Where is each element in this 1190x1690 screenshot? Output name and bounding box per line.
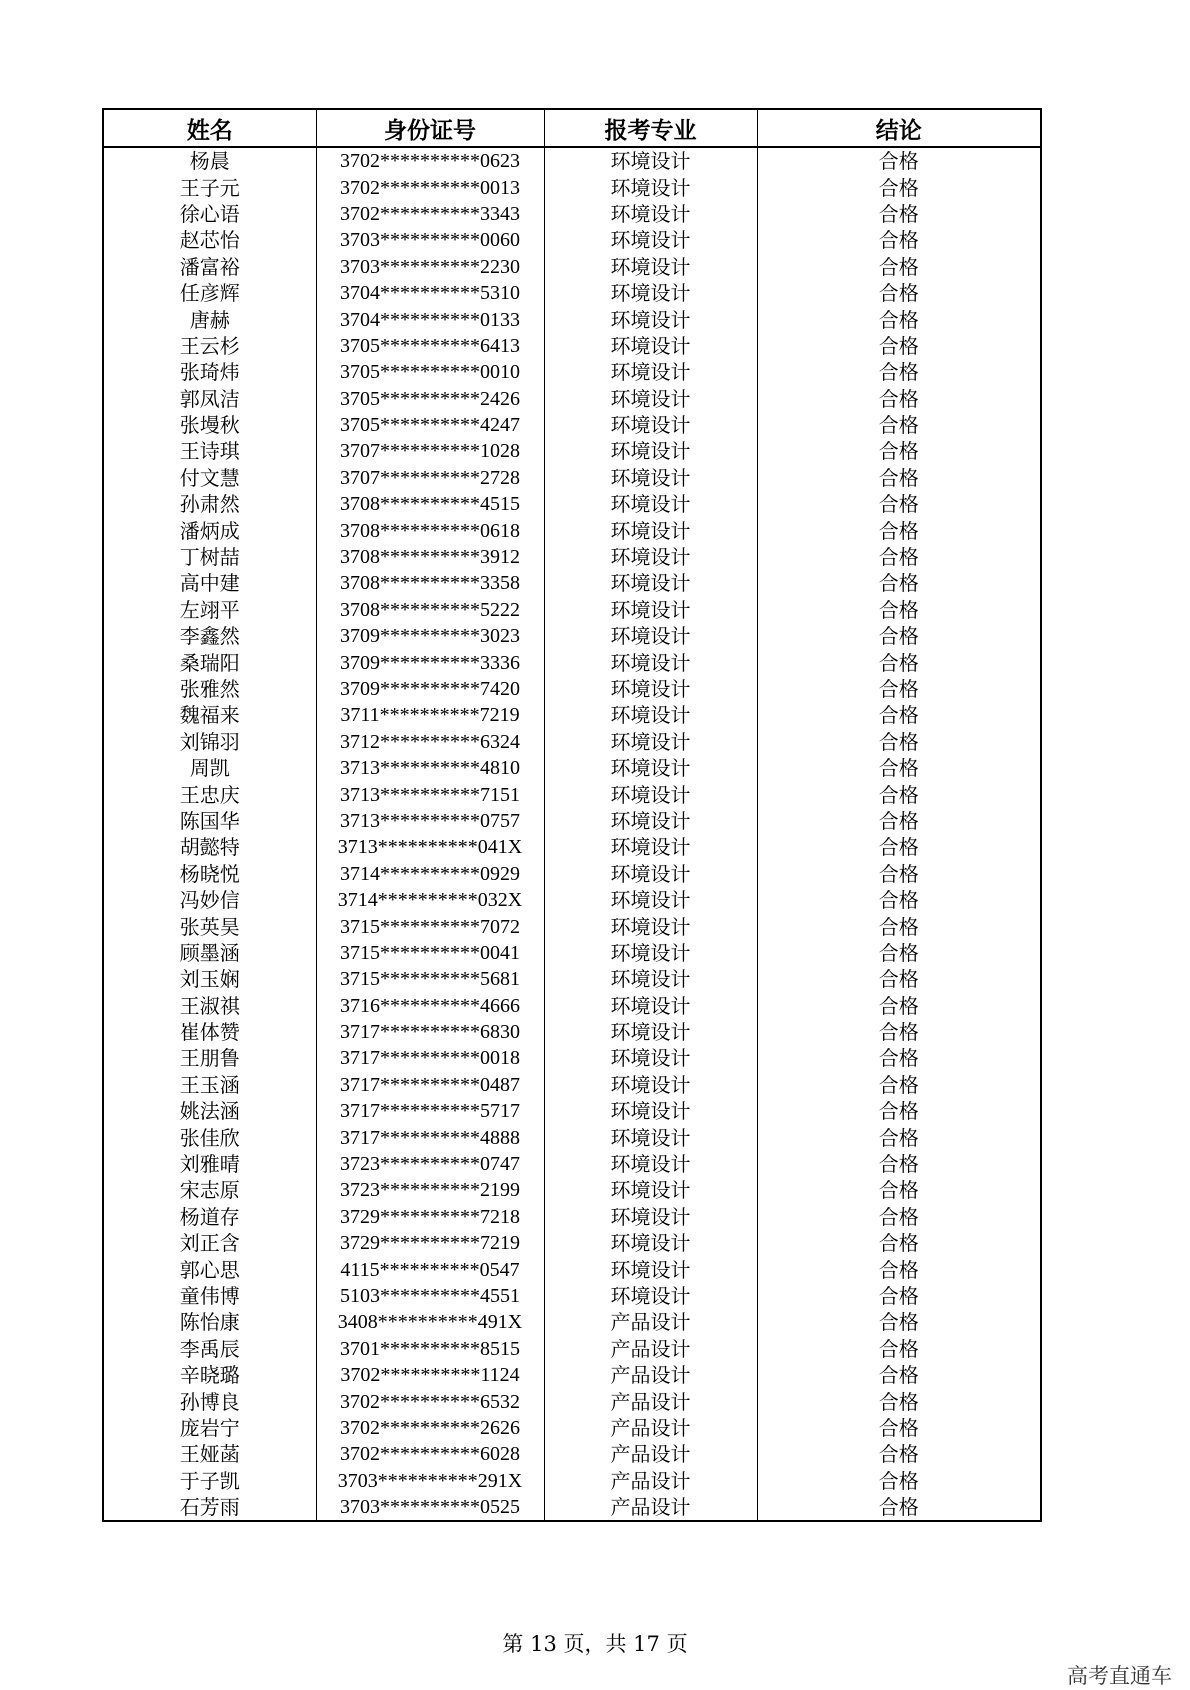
cell-result: 合格	[757, 1256, 1041, 1282]
cell-id-number: 3713**********0757	[316, 808, 544, 834]
table-row	[103, 808, 1041, 834]
cell-id-number: 3723**********2199	[316, 1177, 544, 1203]
cell-id-number: 3709**********3336	[316, 649, 544, 675]
cell-id-number: 3702**********1124	[316, 1362, 544, 1388]
cell-name: 冯妙信	[103, 887, 316, 913]
cell-result: 合格	[757, 227, 1041, 253]
table-row	[103, 1045, 1041, 1071]
cell-major: 产品设计	[544, 1468, 757, 1494]
table-row	[103, 702, 1041, 728]
cell-major: 环境设计	[544, 993, 757, 1019]
cell-major: 环境设计	[544, 1151, 757, 1177]
cell-result: 合格	[757, 544, 1041, 570]
table-row	[103, 649, 1041, 675]
cell-name: 于子凯	[103, 1468, 316, 1494]
cell-major: 环境设计	[544, 676, 757, 702]
cell-major: 环境设计	[544, 887, 757, 913]
table-row	[103, 147, 1041, 174]
table-row	[103, 1177, 1041, 1203]
cell-name: 任彦辉	[103, 280, 316, 306]
table-row	[103, 861, 1041, 887]
table-row	[103, 570, 1041, 596]
cell-name: 郭凤洁	[103, 386, 316, 412]
table-row	[103, 1309, 1041, 1335]
cell-result: 合格	[757, 1072, 1041, 1098]
cell-major: 环境设计	[544, 201, 757, 227]
cell-name: 孙博良	[103, 1388, 316, 1414]
table-row	[103, 254, 1041, 280]
cell-name: 付文慧	[103, 465, 316, 491]
table-row	[103, 755, 1041, 781]
cell-major: 环境设计	[544, 438, 757, 464]
table-row	[103, 1072, 1041, 1098]
cell-result: 合格	[757, 755, 1041, 781]
table-row	[103, 465, 1041, 491]
cell-major: 环境设计	[544, 1045, 757, 1071]
cell-result: 合格	[757, 280, 1041, 306]
cell-id-number: 3708**********3358	[316, 570, 544, 596]
table-row	[103, 1098, 1041, 1124]
cell-id-number: 3708**********3912	[316, 544, 544, 570]
table-row	[103, 597, 1041, 623]
cell-result: 合格	[757, 1019, 1041, 1045]
cell-result: 合格	[757, 147, 1041, 174]
cell-major: 产品设计	[544, 1415, 757, 1441]
cell-name: 魏福来	[103, 702, 316, 728]
cell-id-number: 3729**********7219	[316, 1230, 544, 1256]
cell-result: 合格	[757, 966, 1041, 992]
cell-id-number: 3717**********0018	[316, 1045, 544, 1071]
cell-name: 王子元	[103, 174, 316, 200]
cell-result: 合格	[757, 729, 1041, 755]
cell-result: 合格	[757, 1415, 1041, 1441]
cell-name: 刘正含	[103, 1230, 316, 1256]
cell-major: 产品设计	[544, 1388, 757, 1414]
cell-name: 辛晓璐	[103, 1362, 316, 1388]
table-row	[103, 544, 1041, 570]
cell-result: 合格	[757, 676, 1041, 702]
cell-name: 童伟博	[103, 1283, 316, 1309]
table-row	[103, 517, 1041, 543]
cell-result: 合格	[757, 1177, 1041, 1203]
cell-name: 王忠庆	[103, 781, 316, 807]
cell-id-number: 3408**********491X	[316, 1309, 544, 1335]
cell-major: 环境设计	[544, 544, 757, 570]
header-name: 姓名	[103, 109, 316, 147]
cell-id-number: 3703**********0060	[316, 227, 544, 253]
cell-major: 环境设计	[544, 1098, 757, 1124]
cell-result: 合格	[757, 1230, 1041, 1256]
cell-major: 环境设计	[544, 966, 757, 992]
cell-name: 陈怡康	[103, 1309, 316, 1335]
cell-major: 环境设计	[544, 306, 757, 332]
cell-result: 合格	[757, 1098, 1041, 1124]
cell-result: 合格	[757, 201, 1041, 227]
cell-id-number: 3705**********6413	[316, 333, 544, 359]
cell-result: 合格	[757, 438, 1041, 464]
cell-id-number: 3717**********6830	[316, 1019, 544, 1045]
cell-id-number: 3729**********7218	[316, 1204, 544, 1230]
cell-id-number: 3705**********0010	[316, 359, 544, 385]
table-row	[103, 1441, 1041, 1467]
cell-major: 环境设计	[544, 333, 757, 359]
cell-result: 合格	[757, 649, 1041, 675]
cell-result: 合格	[757, 254, 1041, 280]
cell-name: 王朋鲁	[103, 1045, 316, 1071]
cell-id-number: 3713**********041X	[316, 834, 544, 860]
cell-id-number: 3705**********2426	[316, 386, 544, 412]
cell-result: 合格	[757, 1494, 1041, 1521]
cell-result: 合格	[757, 1151, 1041, 1177]
cell-name: 姚法涵	[103, 1098, 316, 1124]
cell-major: 环境设计	[544, 702, 757, 728]
cell-name: 郭心思	[103, 1256, 316, 1282]
table-row	[103, 1019, 1041, 1045]
cell-name: 张雅然	[103, 676, 316, 702]
cell-result: 合格	[757, 913, 1041, 939]
table-row	[103, 1336, 1041, 1362]
cell-name: 孙肃然	[103, 491, 316, 517]
cell-name: 张英昊	[103, 913, 316, 939]
cell-result: 合格	[757, 861, 1041, 887]
cell-id-number: 3703**********2230	[316, 254, 544, 280]
table-row	[103, 834, 1041, 860]
cell-name: 杨晨	[103, 147, 316, 174]
header-result: 结论	[757, 109, 1041, 147]
table-row	[103, 306, 1041, 332]
cell-major: 环境设计	[544, 1230, 757, 1256]
cell-major: 环境设计	[544, 861, 757, 887]
table-row	[103, 993, 1041, 1019]
table-row	[103, 412, 1041, 438]
cell-id-number: 3715**********7072	[316, 913, 544, 939]
cell-name: 顾墨涵	[103, 940, 316, 966]
table-row	[103, 913, 1041, 939]
cell-major: 环境设计	[544, 1072, 757, 1098]
cell-major: 环境设计	[544, 1283, 757, 1309]
cell-id-number: 3714**********032X	[316, 887, 544, 913]
table-row	[103, 359, 1041, 385]
cell-major: 环境设计	[544, 729, 757, 755]
cell-major: 环境设计	[544, 227, 757, 253]
table-row	[103, 1415, 1041, 1441]
table-row	[103, 781, 1041, 807]
cell-id-number: 3708**********4515	[316, 491, 544, 517]
table-row	[103, 174, 1041, 200]
table-row	[103, 386, 1041, 412]
cell-major: 环境设计	[544, 386, 757, 412]
cell-id-number: 3702**********0623	[316, 147, 544, 174]
cell-major: 环境设计	[544, 1204, 757, 1230]
watermark: 高考直通车	[1067, 1664, 1172, 1688]
table-row	[103, 1362, 1041, 1388]
cell-id-number: 3717**********5717	[316, 1098, 544, 1124]
cell-major: 产品设计	[544, 1494, 757, 1521]
cell-major: 环境设计	[544, 649, 757, 675]
cell-id-number: 3707**********1028	[316, 438, 544, 464]
cell-id-number: 3704**********5310	[316, 280, 544, 306]
cell-name: 王娅菡	[103, 1441, 316, 1467]
cell-result: 合格	[757, 412, 1041, 438]
cell-result: 合格	[757, 993, 1041, 1019]
cell-id-number: 3708**********0618	[316, 517, 544, 543]
table-row	[103, 940, 1041, 966]
cell-name: 潘富裕	[103, 254, 316, 280]
table-row	[103, 201, 1041, 227]
cell-major: 环境设计	[544, 781, 757, 807]
cell-major: 环境设计	[544, 1256, 757, 1282]
cell-result: 合格	[757, 597, 1041, 623]
cell-name: 崔体赞	[103, 1019, 316, 1045]
cell-result: 合格	[757, 1283, 1041, 1309]
cell-id-number: 3715**********5681	[316, 966, 544, 992]
cell-result: 合格	[757, 386, 1041, 412]
cell-result: 合格	[757, 1441, 1041, 1467]
cell-result: 合格	[757, 834, 1041, 860]
cell-id-number: 3723**********0747	[316, 1151, 544, 1177]
cell-name: 杨晓悦	[103, 861, 316, 887]
cell-id-number: 3714**********0929	[316, 861, 544, 887]
cell-name: 王诗琪	[103, 438, 316, 464]
table-row	[103, 887, 1041, 913]
cell-major: 环境设计	[544, 465, 757, 491]
cell-major: 产品设计	[544, 1309, 757, 1335]
cell-id-number: 3704**********0133	[316, 306, 544, 332]
cell-name: 赵芯怡	[103, 227, 316, 253]
cell-result: 合格	[757, 1204, 1041, 1230]
cell-id-number: 3715**********0041	[316, 940, 544, 966]
cell-major: 环境设计	[544, 517, 757, 543]
cell-id-number: 3702**********6532	[316, 1388, 544, 1414]
table-row	[103, 729, 1041, 755]
cell-major: 环境设计	[544, 913, 757, 939]
cell-result: 合格	[757, 702, 1041, 728]
header-row	[103, 109, 1041, 147]
cell-name: 桑瑞阳	[103, 649, 316, 675]
cell-name: 周凯	[103, 755, 316, 781]
cell-result: 合格	[757, 808, 1041, 834]
cell-id-number: 3708**********5222	[316, 597, 544, 623]
cell-result: 合格	[757, 623, 1041, 649]
cell-name: 刘雅晴	[103, 1151, 316, 1177]
cell-id-number: 3702**********6028	[316, 1441, 544, 1467]
cell-major: 环境设计	[544, 280, 757, 306]
cell-result: 合格	[757, 333, 1041, 359]
cell-name: 陈国华	[103, 808, 316, 834]
cell-major: 环境设计	[544, 755, 757, 781]
page-number: 第 13 页，共 17 页	[502, 1632, 688, 1656]
cell-id-number: 3711**********7219	[316, 702, 544, 728]
table-row	[103, 966, 1041, 992]
cell-result: 合格	[757, 359, 1041, 385]
cell-major: 产品设计	[544, 1441, 757, 1467]
cell-major: 环境设计	[544, 808, 757, 834]
cell-major: 产品设计	[544, 1362, 757, 1388]
cell-id-number: 3703**********0525	[316, 1494, 544, 1521]
cell-result: 合格	[757, 887, 1041, 913]
cell-major: 环境设计	[544, 147, 757, 174]
cell-major: 环境设计	[544, 597, 757, 623]
cell-id-number: 3701**********8515	[316, 1336, 544, 1362]
cell-result: 合格	[757, 1362, 1041, 1388]
cell-result: 合格	[757, 940, 1041, 966]
table-row	[103, 1388, 1041, 1414]
cell-result: 合格	[757, 1336, 1041, 1362]
cell-name: 唐赫	[103, 306, 316, 332]
table-row	[103, 1494, 1041, 1521]
cell-id-number: 3709**********3023	[316, 623, 544, 649]
table-header	[103, 109, 1041, 147]
cell-id-number: 3702**********0013	[316, 174, 544, 200]
cell-result: 合格	[757, 1045, 1041, 1071]
cell-id-number: 3716**********4666	[316, 993, 544, 1019]
cell-major: 环境设计	[544, 1019, 757, 1045]
cell-name: 石芳雨	[103, 1494, 316, 1521]
table-row	[103, 438, 1041, 464]
cell-name: 丁树喆	[103, 544, 316, 570]
cell-result: 合格	[757, 570, 1041, 596]
cell-id-number: 3717**********4888	[316, 1124, 544, 1150]
cell-major: 环境设计	[544, 412, 757, 438]
cell-id-number: 5103**********4551	[316, 1283, 544, 1309]
cell-major: 环境设计	[544, 1177, 757, 1203]
cell-name: 庞岩宁	[103, 1415, 316, 1441]
cell-major: 环境设计	[544, 834, 757, 860]
cell-major: 环境设计	[544, 1124, 757, 1150]
cell-id-number: 3709**********7420	[316, 676, 544, 702]
cell-name: 张琦炜	[103, 359, 316, 385]
cell-name: 王云杉	[103, 333, 316, 359]
table-row	[103, 1124, 1041, 1150]
cell-name: 徐心语	[103, 201, 316, 227]
cell-name: 张墁秋	[103, 412, 316, 438]
cell-id-number: 3717**********0487	[316, 1072, 544, 1098]
cell-name: 宋志原	[103, 1177, 316, 1203]
cell-name: 李鑫然	[103, 623, 316, 649]
cell-name: 王淑祺	[103, 993, 316, 1019]
cell-result: 合格	[757, 491, 1041, 517]
cell-id-number: 3705**********4247	[316, 412, 544, 438]
table-row	[103, 333, 1041, 359]
cell-major: 环境设计	[544, 623, 757, 649]
table-row	[103, 1283, 1041, 1309]
cell-name: 刘玉娴	[103, 966, 316, 992]
cell-id-number: 4115**********0547	[316, 1256, 544, 1282]
cell-major: 环境设计	[544, 491, 757, 517]
table-row	[103, 676, 1041, 702]
table-row	[103, 227, 1041, 253]
cell-major: 环境设计	[544, 359, 757, 385]
cell-name: 杨道存	[103, 1204, 316, 1230]
cell-result: 合格	[757, 781, 1041, 807]
cell-name: 王玉涵	[103, 1072, 316, 1098]
cell-result: 合格	[757, 306, 1041, 332]
table-body	[103, 147, 1041, 1521]
cell-id-number: 3712**********6324	[316, 729, 544, 755]
cell-result: 合格	[757, 1124, 1041, 1150]
cell-result: 合格	[757, 174, 1041, 200]
cell-name: 左翊平	[103, 597, 316, 623]
cell-name: 高中建	[103, 570, 316, 596]
cell-name: 潘炳成	[103, 517, 316, 543]
cell-major: 环境设计	[544, 570, 757, 596]
cell-major: 环境设计	[544, 254, 757, 280]
cell-id-number: 3713**********7151	[316, 781, 544, 807]
table-row	[103, 1256, 1041, 1282]
header-major: 报考专业	[544, 109, 757, 147]
cell-result: 合格	[757, 1309, 1041, 1335]
header-id-number: 身份证号	[316, 109, 544, 147]
cell-id-number: 3707**********2728	[316, 465, 544, 491]
cell-result: 合格	[757, 1388, 1041, 1414]
cell-result: 合格	[757, 517, 1041, 543]
cell-result: 合格	[757, 465, 1041, 491]
cell-id-number: 3702**********3343	[316, 201, 544, 227]
table-row	[103, 1230, 1041, 1256]
table-row	[103, 623, 1041, 649]
cell-id-number: 3703**********291X	[316, 1468, 544, 1494]
cell-result: 合格	[757, 1468, 1041, 1494]
cell-id-number: 3702**********2626	[316, 1415, 544, 1441]
table-row	[103, 280, 1041, 306]
cell-id-number: 3713**********4810	[316, 755, 544, 781]
cell-name: 刘锦羽	[103, 729, 316, 755]
cell-name: 胡懿特	[103, 834, 316, 860]
cell-name: 李禹辰	[103, 1336, 316, 1362]
table-row	[103, 1204, 1041, 1230]
cell-major: 环境设计	[544, 940, 757, 966]
table-row	[103, 491, 1041, 517]
cell-name: 张佳欣	[103, 1124, 316, 1150]
results-table	[102, 108, 1042, 1522]
cell-major: 产品设计	[544, 1336, 757, 1362]
table-row	[103, 1468, 1041, 1494]
cell-major: 环境设计	[544, 174, 757, 200]
table-row	[103, 1151, 1041, 1177]
